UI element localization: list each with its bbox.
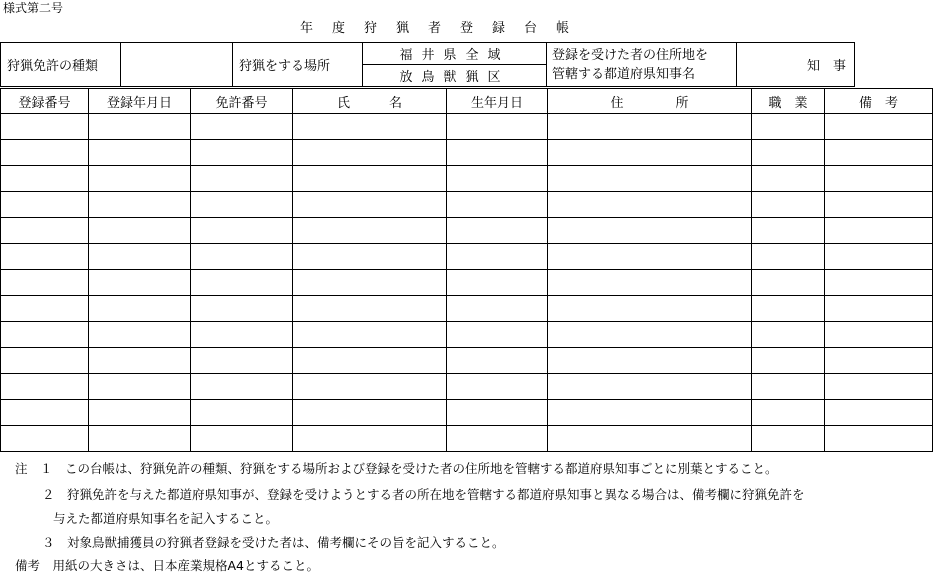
cell-registration-date[interactable] (89, 244, 191, 270)
cell-registration-number[interactable] (1, 140, 89, 166)
note-2: ２ 狩猟免許を与えた都道府県知事が、登録を受けようとする者の所在地を管轄する都道府県知事と異なる場合は、備考欄に狩猟免許を (42, 487, 805, 502)
note-2-continued: 与えた都道府県知事名を記入すること。 (53, 511, 279, 526)
col-remarks: 備 考 (825, 89, 933, 114)
cell-address[interactable] (548, 114, 752, 140)
cell-birth-date[interactable] (447, 244, 548, 270)
cell-address[interactable] (548, 348, 752, 374)
cell-remarks[interactable] (825, 192, 933, 218)
cell-name[interactable] (293, 400, 447, 426)
table-row (1, 426, 933, 452)
cell-address[interactable] (548, 166, 752, 192)
cell-birth-date[interactable] (447, 374, 548, 400)
license-type-value[interactable] (121, 43, 233, 87)
cell-registration-number[interactable] (1, 192, 89, 218)
cell-occupation[interactable] (752, 374, 825, 400)
cell-occupation[interactable] (752, 400, 825, 426)
ledger-table (0, 88, 933, 452)
cell-remarks[interactable] (825, 114, 933, 140)
cell-remarks[interactable] (825, 244, 933, 270)
col-registration-number: 登録番号 (1, 89, 89, 114)
cell-registration-number[interactable] (1, 244, 89, 270)
cell-license-number[interactable] (191, 192, 293, 218)
cell-remarks[interactable] (825, 270, 933, 296)
cell-registration-date[interactable] (89, 348, 191, 374)
remarks-paper-size: 備考 用紙の大きさは、日本産業規格A4とすること。 (15, 558, 320, 573)
cell-remarks[interactable] (825, 400, 933, 426)
cell-registration-number[interactable] (1, 218, 89, 244)
cell-registration-number[interactable] (1, 270, 89, 296)
cell-registration-number[interactable] (1, 374, 89, 400)
cell-license-number[interactable] (191, 322, 293, 348)
cell-occupation[interactable] (752, 244, 825, 270)
cell-occupation[interactable] (752, 166, 825, 192)
table-row (1, 244, 933, 270)
cell-remarks[interactable] (825, 296, 933, 322)
cell-registration-date[interactable] (89, 114, 191, 140)
cell-name[interactable] (293, 114, 447, 140)
cell-birth-date[interactable] (447, 166, 548, 192)
cell-license-number[interactable] (191, 114, 293, 140)
note-1: 注 １ この台帳は、狩猟免許の種類、狩猟をする場所および登録を受けた者の住所地を管轄する都道府県知事ごとに別葉とすること。 (15, 461, 778, 476)
table-row (1, 296, 933, 322)
table-row (1, 166, 933, 192)
cell-remarks[interactable] (825, 218, 933, 244)
cell-license-number[interactable] (191, 140, 293, 166)
cell-address[interactable] (548, 270, 752, 296)
cell-registration-date[interactable] (89, 400, 191, 426)
cell-registration-date[interactable] (89, 426, 191, 452)
cell-address[interactable] (548, 140, 752, 166)
cell-name[interactable] (293, 244, 447, 270)
cell-registration-date[interactable] (89, 166, 191, 192)
cell-remarks[interactable] (825, 426, 933, 452)
table-row (1, 192, 933, 218)
cell-birth-date[interactable] (447, 192, 548, 218)
cell-birth-date[interactable] (447, 218, 548, 244)
cell-registration-date[interactable] (89, 192, 191, 218)
cell-registration-number[interactable] (1, 114, 89, 140)
hunting-place-label: 狩猟をする場所 (233, 43, 363, 87)
cell-license-number[interactable] (191, 218, 293, 244)
header-info-table (0, 42, 855, 87)
cell-name[interactable] (293, 348, 447, 374)
cell-name[interactable] (293, 322, 447, 348)
cell-license-number[interactable] (191, 296, 293, 322)
cell-birth-date[interactable] (447, 270, 548, 296)
cell-address[interactable] (548, 192, 752, 218)
cell-name[interactable] (293, 426, 447, 452)
cell-remarks[interactable] (825, 140, 933, 166)
cell-birth-date[interactable] (447, 140, 548, 166)
governor-label (547, 43, 737, 87)
page-title: 年度狩猟者登録台帳 (300, 21, 589, 36)
cell-name[interactable] (293, 166, 447, 192)
table-row (1, 322, 933, 348)
cell-occupation[interactable] (752, 270, 825, 296)
cell-occupation[interactable] (752, 348, 825, 374)
cell-registration-number[interactable] (1, 322, 89, 348)
cell-registration-number[interactable] (1, 400, 89, 426)
cell-remarks[interactable] (825, 348, 933, 374)
cell-remarks[interactable] (825, 374, 933, 400)
col-license-number: 免許番号 (191, 89, 293, 114)
cell-birth-date[interactable] (447, 348, 548, 374)
cell-registration-number[interactable] (1, 166, 89, 192)
note-3: ３ 対象鳥獣捕獲員の狩猟者登録を受けた者は、備考欄にその旨を記入すること。 (42, 535, 505, 550)
cell-registration-number[interactable] (1, 296, 89, 322)
cell-address[interactable] (548, 426, 752, 452)
col-occupation: 職 業 (752, 89, 825, 114)
cell-license-number[interactable] (191, 374, 293, 400)
cell-name[interactable] (293, 140, 447, 166)
cell-license-number[interactable] (191, 348, 293, 374)
governor-label-line2: 管轄する都道府県知事名 (552, 66, 696, 82)
cell-birth-date[interactable] (447, 114, 548, 140)
cell-birth-date[interactable] (447, 400, 548, 426)
cell-occupation[interactable] (752, 140, 825, 166)
cell-occupation[interactable] (752, 296, 825, 322)
cell-occupation[interactable] (752, 218, 825, 244)
governor-label-line1: 登録を受けた者の住所地を (552, 47, 709, 63)
table-row (1, 400, 933, 426)
col-birth-date: 生年月日 (447, 89, 548, 114)
col-name: 氏 名 (293, 89, 447, 114)
cell-registration-number[interactable] (1, 348, 89, 374)
cell-address[interactable] (548, 244, 752, 270)
table-row (1, 270, 933, 296)
table-row (1, 348, 933, 374)
cell-name[interactable] (293, 270, 447, 296)
cell-registration-date[interactable] (89, 374, 191, 400)
cell-address[interactable] (548, 374, 752, 400)
cell-name[interactable] (293, 296, 447, 322)
cell-name[interactable] (293, 192, 447, 218)
cell-occupation[interactable] (752, 426, 825, 452)
cell-registration-date[interactable] (89, 270, 191, 296)
cell-license-number[interactable] (191, 400, 293, 426)
cell-license-number[interactable] (191, 166, 293, 192)
cell-license-number[interactable] (191, 244, 293, 270)
cell-address[interactable] (548, 218, 752, 244)
cell-name[interactable] (293, 374, 447, 400)
cell-name[interactable] (293, 218, 447, 244)
cell-occupation[interactable] (752, 192, 825, 218)
cell-registration-date[interactable] (89, 140, 191, 166)
cell-birth-date[interactable] (447, 322, 548, 348)
cell-occupation[interactable] (752, 322, 825, 348)
table-row (1, 374, 933, 400)
cell-birth-date[interactable] (447, 426, 548, 452)
cell-registration-date[interactable] (89, 296, 191, 322)
place-option-prefecture[interactable]: 福井県全域 (363, 43, 547, 65)
table-row (1, 218, 933, 244)
cell-license-number[interactable] (191, 426, 293, 452)
cell-remarks[interactable] (825, 322, 933, 348)
place-option-hunting-area[interactable]: 放鳥獣猟区 (363, 65, 547, 87)
governor-suffix: 知 事 (806, 59, 846, 74)
cell-registration-date[interactable] (89, 322, 191, 348)
cell-birth-date[interactable] (447, 296, 548, 322)
governor-name-field[interactable] (737, 43, 855, 87)
cell-address[interactable] (548, 296, 752, 322)
table-row (1, 114, 933, 140)
license-type-label: 狩猟免許の種類 (1, 43, 121, 87)
cell-address[interactable] (548, 400, 752, 426)
col-address: 住 所 (548, 89, 752, 114)
col-registration-date: 登録年月日 (89, 89, 191, 114)
cell-registration-number[interactable] (1, 426, 89, 452)
cell-occupation[interactable] (752, 114, 825, 140)
cell-address[interactable] (548, 322, 752, 348)
form-number: 様式第二号 (3, 1, 64, 15)
cell-license-number[interactable] (191, 270, 293, 296)
table-row (1, 140, 933, 166)
cell-remarks[interactable] (825, 166, 933, 192)
cell-registration-date[interactable] (89, 218, 191, 244)
